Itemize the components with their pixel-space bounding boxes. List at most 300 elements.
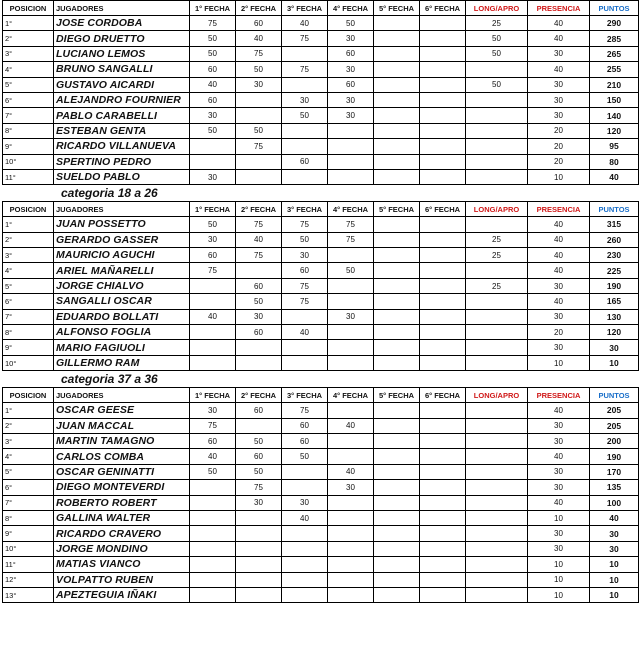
cell-puntos: 140	[590, 108, 639, 123]
header-presencia: PRESENCIA	[528, 202, 590, 217]
cell-fecha-3: 75	[282, 62, 328, 77]
cell-fecha-1: 50	[190, 46, 236, 61]
cell-fecha-3	[282, 340, 328, 355]
cell-fecha-1: 50	[190, 31, 236, 46]
cell-long-apro	[466, 355, 528, 370]
cell-fecha-4: 60	[328, 77, 374, 92]
cell-presencia: 40	[528, 31, 590, 46]
cell-fecha-5	[374, 123, 420, 138]
cell-fecha-5	[374, 340, 420, 355]
cell-fecha-6	[420, 62, 466, 77]
cell-player: OSCAR GENINATTI	[54, 464, 190, 479]
cell-fecha-6	[420, 169, 466, 184]
cell-fecha-1: 75	[190, 16, 236, 31]
cell-fecha-4	[328, 449, 374, 464]
cell-position: 11°	[3, 557, 54, 572]
table-row	[3, 526, 639, 541]
cell-presencia: 40	[528, 294, 590, 309]
cell-fecha-3	[282, 587, 328, 602]
cell-presencia: 30	[528, 108, 590, 123]
cell-fecha-4: 75	[328, 217, 374, 232]
cell-presencia: 40	[528, 232, 590, 247]
cell-fecha-1	[190, 355, 236, 370]
cell-fecha-2: 60	[236, 16, 282, 31]
cell-fecha-2: 50	[236, 294, 282, 309]
cell-presencia: 40	[528, 449, 590, 464]
header-fecha-3: 3° FECHA	[282, 388, 328, 403]
cell-fecha-6	[420, 325, 466, 340]
cell-fecha-5	[374, 587, 420, 602]
cell-long-apro	[466, 557, 528, 572]
cell-fecha-6	[420, 510, 466, 525]
header-position: POSICION	[3, 388, 54, 403]
cell-position: 9°	[3, 526, 54, 541]
cell-fecha-6	[420, 541, 466, 556]
cell-fecha-2: 60	[236, 278, 282, 293]
table-row	[3, 541, 639, 556]
cell-fecha-1	[190, 557, 236, 572]
cell-long-apro	[466, 309, 528, 324]
header-player: JUGADORES	[54, 202, 190, 217]
cell-long-apro	[466, 433, 528, 448]
cell-fecha-5	[374, 495, 420, 510]
cell-fecha-2	[236, 92, 282, 107]
cell-long-apro	[466, 340, 528, 355]
cell-position: 9°	[3, 340, 54, 355]
cell-long-apro	[466, 572, 528, 587]
cell-fecha-1: 60	[190, 248, 236, 263]
cell-fecha-2: 60	[236, 325, 282, 340]
cell-presencia: 30	[528, 340, 590, 355]
cell-player: GALLINA WALTER	[54, 510, 190, 525]
table-row	[3, 263, 639, 278]
table-row	[3, 449, 639, 464]
cell-long-apro	[466, 403, 528, 418]
cell-fecha-3: 50	[282, 449, 328, 464]
cell-fecha-2: 50	[236, 433, 282, 448]
cell-player: PABLO CARABELLI	[54, 108, 190, 123]
cell-long-apro	[466, 263, 528, 278]
table-row	[3, 572, 639, 587]
cell-position: 6°	[3, 92, 54, 107]
cell-fecha-5	[374, 325, 420, 340]
cell-fecha-3	[282, 526, 328, 541]
cell-fecha-1	[190, 340, 236, 355]
header-fecha-3: 3° FECHA	[282, 202, 328, 217]
cell-fecha-3: 60	[282, 154, 328, 169]
cell-player: CARLOS COMBA	[54, 449, 190, 464]
cell-puntos: 290	[590, 16, 639, 31]
header-fecha-4: 4° FECHA	[328, 1, 374, 16]
cell-fecha-1: 50	[190, 464, 236, 479]
cell-fecha-2: 50	[236, 62, 282, 77]
cell-presencia: 40	[528, 248, 590, 263]
cell-player: GILLERMO RAM	[54, 355, 190, 370]
category-title: categoria 18 a 26	[61, 186, 158, 201]
cell-presencia: 30	[528, 464, 590, 479]
cell-fecha-6	[420, 217, 466, 232]
cell-position: 5°	[3, 77, 54, 92]
cell-long-apro	[466, 92, 528, 107]
table-row	[3, 248, 639, 263]
cell-puntos: 190	[590, 449, 639, 464]
cell-player: MARTIN TAMAGNO	[54, 433, 190, 448]
cell-fecha-2: 60	[236, 449, 282, 464]
header-player: JUGADORES	[54, 1, 190, 16]
cell-fecha-5	[374, 557, 420, 572]
cell-fecha-3: 40	[282, 510, 328, 525]
cell-presencia: 40	[528, 62, 590, 77]
cell-fecha-1: 50	[190, 217, 236, 232]
cell-fecha-3	[282, 480, 328, 495]
cell-puntos: 30	[590, 526, 639, 541]
header-fecha-2: 2° FECHA	[236, 388, 282, 403]
cell-fecha-5	[374, 449, 420, 464]
cell-fecha-4	[328, 325, 374, 340]
table-row	[3, 340, 639, 355]
cell-fecha-3	[282, 572, 328, 587]
table-row	[3, 294, 639, 309]
cell-fecha-2: 40	[236, 232, 282, 247]
header-position: POSICION	[3, 202, 54, 217]
cell-fecha-2	[236, 541, 282, 556]
cell-fecha-2: 50	[236, 123, 282, 138]
cell-fecha-4: 30	[328, 31, 374, 46]
cell-fecha-4	[328, 278, 374, 293]
cell-player: RICARDO VILLANUEVA	[54, 139, 190, 154]
cell-puntos: 10	[590, 587, 639, 602]
cell-player: SANGALLI OSCAR	[54, 294, 190, 309]
cell-fecha-2: 60	[236, 403, 282, 418]
cell-fecha-5	[374, 541, 420, 556]
table-row	[3, 278, 639, 293]
cell-player: SPERTINO PEDRO	[54, 154, 190, 169]
table-row	[3, 309, 639, 324]
header-fecha-4: 4° FECHA	[328, 202, 374, 217]
ranking-table	[2, 0, 639, 185]
cell-fecha-4: 30	[328, 480, 374, 495]
cell-position: 1°	[3, 217, 54, 232]
cell-puntos: 225	[590, 263, 639, 278]
cell-position: 9°	[3, 139, 54, 154]
cell-fecha-4: 75	[328, 232, 374, 247]
cell-fecha-3	[282, 77, 328, 92]
header-puntos: PUNTOS	[590, 202, 639, 217]
cell-puntos: 135	[590, 480, 639, 495]
cell-long-apro: 25	[466, 16, 528, 31]
cell-long-apro: 25	[466, 278, 528, 293]
cell-position: 5°	[3, 464, 54, 479]
cell-fecha-2: 75	[236, 248, 282, 263]
cell-position: 12°	[3, 572, 54, 587]
cell-puntos: 95	[590, 139, 639, 154]
cell-fecha-1	[190, 325, 236, 340]
cell-fecha-4: 30	[328, 92, 374, 107]
cell-fecha-5	[374, 526, 420, 541]
cell-fecha-6	[420, 433, 466, 448]
cell-long-apro	[466, 526, 528, 541]
table-row	[3, 355, 639, 370]
cell-fecha-3: 75	[282, 217, 328, 232]
cell-fecha-2	[236, 154, 282, 169]
cell-fecha-2: 30	[236, 309, 282, 324]
cell-fecha-1: 75	[190, 418, 236, 433]
cell-fecha-5	[374, 418, 420, 433]
cell-fecha-6	[420, 495, 466, 510]
cell-fecha-4	[328, 557, 374, 572]
cell-fecha-6	[420, 340, 466, 355]
cell-fecha-2	[236, 510, 282, 525]
cell-fecha-5	[374, 154, 420, 169]
table-row	[3, 92, 639, 107]
cell-fecha-5	[374, 433, 420, 448]
table-row	[3, 495, 639, 510]
cell-presencia: 20	[528, 139, 590, 154]
header-fecha-2: 2° FECHA	[236, 202, 282, 217]
cell-fecha-2	[236, 355, 282, 370]
cell-position: 4°	[3, 449, 54, 464]
header-fecha-6: 6° FECHA	[420, 202, 466, 217]
cell-presencia: 10	[528, 510, 590, 525]
cell-fecha-6	[420, 480, 466, 495]
cell-fecha-3: 40	[282, 325, 328, 340]
table-row	[3, 464, 639, 479]
cell-puntos: 265	[590, 46, 639, 61]
cell-fecha-5	[374, 294, 420, 309]
cell-puntos: 230	[590, 248, 639, 263]
cell-position: 3°	[3, 248, 54, 263]
cell-position: 4°	[3, 62, 54, 77]
cell-puntos: 130	[590, 309, 639, 324]
cell-long-apro	[466, 139, 528, 154]
cell-long-apro	[466, 495, 528, 510]
header-row	[3, 388, 639, 403]
table-row	[3, 433, 639, 448]
cell-player: APEZTEGUIA IÑAKI	[54, 587, 190, 602]
cell-long-apro: 25	[466, 248, 528, 263]
ranking-sheet	[2, 0, 638, 603]
cell-fecha-5	[374, 232, 420, 247]
cell-fecha-4	[328, 495, 374, 510]
cell-fecha-5	[374, 510, 420, 525]
cell-fecha-5	[374, 169, 420, 184]
table-row	[3, 46, 639, 61]
cell-puntos: 120	[590, 123, 639, 138]
cell-position: 2°	[3, 418, 54, 433]
cell-fecha-4	[328, 169, 374, 184]
cell-fecha-1	[190, 278, 236, 293]
cell-fecha-1: 40	[190, 77, 236, 92]
table-row	[3, 62, 639, 77]
cell-fecha-4	[328, 123, 374, 138]
header-fecha-6: 6° FECHA	[420, 388, 466, 403]
table-row	[3, 480, 639, 495]
cell-fecha-6	[420, 232, 466, 247]
cell-presencia: 30	[528, 433, 590, 448]
cell-presencia: 20	[528, 123, 590, 138]
cell-fecha-2: 50	[236, 464, 282, 479]
cell-fecha-1	[190, 154, 236, 169]
cell-presencia: 30	[528, 418, 590, 433]
header-fecha-6: 6° FECHA	[420, 1, 466, 16]
cell-position: 4°	[3, 263, 54, 278]
cell-long-apro	[466, 62, 528, 77]
header-long-apro: LONG/APRO	[466, 388, 528, 403]
cell-fecha-6	[420, 403, 466, 418]
cell-fecha-6	[420, 418, 466, 433]
cell-fecha-2	[236, 572, 282, 587]
cell-player: DIEGO DRUETTO	[54, 31, 190, 46]
cell-position: 2°	[3, 232, 54, 247]
header-row	[3, 1, 639, 16]
cell-fecha-1: 30	[190, 403, 236, 418]
cell-player: MATIAS VIANCO	[54, 557, 190, 572]
cell-fecha-1	[190, 510, 236, 525]
cell-fecha-3: 75	[282, 31, 328, 46]
cell-presencia: 30	[528, 526, 590, 541]
cell-fecha-3: 40	[282, 16, 328, 31]
cell-fecha-1	[190, 480, 236, 495]
cell-fecha-1: 30	[190, 108, 236, 123]
cell-position: 8°	[3, 510, 54, 525]
cell-fecha-6	[420, 263, 466, 278]
cell-fecha-6	[420, 557, 466, 572]
cell-fecha-1: 40	[190, 449, 236, 464]
cell-long-apro: 50	[466, 31, 528, 46]
cell-player: DIEGO MONTEVERDI	[54, 480, 190, 495]
cell-long-apro	[466, 154, 528, 169]
cell-fecha-6	[420, 309, 466, 324]
cell-fecha-3	[282, 309, 328, 324]
cell-puntos: 40	[590, 510, 639, 525]
cell-fecha-5	[374, 355, 420, 370]
cell-fecha-5	[374, 108, 420, 123]
cell-fecha-4	[328, 294, 374, 309]
header-fecha-2: 2° FECHA	[236, 1, 282, 16]
cell-fecha-4: 50	[328, 16, 374, 31]
cell-fecha-2	[236, 263, 282, 278]
cell-fecha-3: 50	[282, 108, 328, 123]
cell-fecha-5	[374, 62, 420, 77]
cell-fecha-2	[236, 418, 282, 433]
cell-presencia: 20	[528, 154, 590, 169]
cell-fecha-4	[328, 248, 374, 263]
table-row	[3, 77, 639, 92]
header-fecha-3: 3° FECHA	[282, 1, 328, 16]
header-position: POSICION	[3, 1, 54, 16]
cell-fecha-3	[282, 46, 328, 61]
table-row	[3, 403, 639, 418]
cell-long-apro	[466, 123, 528, 138]
cell-fecha-2: 75	[236, 139, 282, 154]
cell-fecha-2	[236, 340, 282, 355]
cell-fecha-1: 30	[190, 232, 236, 247]
cell-presencia: 40	[528, 495, 590, 510]
cell-fecha-5	[374, 572, 420, 587]
cell-fecha-3: 50	[282, 232, 328, 247]
cell-position: 8°	[3, 123, 54, 138]
ranking-table	[2, 387, 639, 603]
cell-fecha-5	[374, 31, 420, 46]
cell-fecha-2: 75	[236, 217, 282, 232]
cell-fecha-6	[420, 355, 466, 370]
header-fecha-1: 1° FECHA	[190, 202, 236, 217]
header-player: JUGADORES	[54, 388, 190, 403]
cell-player: JORGE CHIALVO	[54, 278, 190, 293]
cell-fecha-2	[236, 169, 282, 184]
cell-fecha-4	[328, 139, 374, 154]
ranking-table	[2, 201, 639, 371]
cell-position: 11°	[3, 169, 54, 184]
cell-fecha-3: 75	[282, 278, 328, 293]
cell-puntos: 170	[590, 464, 639, 479]
cell-fecha-2	[236, 557, 282, 572]
cell-presencia: 10	[528, 572, 590, 587]
table-row	[3, 139, 639, 154]
cell-fecha-2: 75	[236, 46, 282, 61]
cell-fecha-6	[420, 92, 466, 107]
cell-position: 8°	[3, 325, 54, 340]
cell-fecha-4: 60	[328, 46, 374, 61]
cell-fecha-5	[374, 139, 420, 154]
header-fecha-5: 5° FECHA	[374, 1, 420, 16]
cell-player: GERARDO GASSER	[54, 232, 190, 247]
cell-fecha-5	[374, 263, 420, 278]
cell-position: 3°	[3, 433, 54, 448]
cell-position: 7°	[3, 108, 54, 123]
cell-position: 7°	[3, 309, 54, 324]
cell-puntos: 205	[590, 418, 639, 433]
cell-fecha-3: 60	[282, 263, 328, 278]
cell-fecha-6	[420, 46, 466, 61]
cell-fecha-4	[328, 403, 374, 418]
cell-fecha-6	[420, 464, 466, 479]
cell-position: 10°	[3, 541, 54, 556]
cell-player: JORGE MONDINO	[54, 541, 190, 556]
cell-puntos: 40	[590, 169, 639, 184]
table-row	[3, 418, 639, 433]
cell-fecha-3: 30	[282, 248, 328, 263]
cell-fecha-6	[420, 31, 466, 46]
header-fecha-1: 1° FECHA	[190, 388, 236, 403]
header-puntos: PUNTOS	[590, 388, 639, 403]
cell-presencia: 10	[528, 587, 590, 602]
cell-fecha-6	[420, 16, 466, 31]
cell-player: JUAN POSSETTO	[54, 217, 190, 232]
cell-fecha-4	[328, 154, 374, 169]
cell-fecha-1	[190, 526, 236, 541]
cell-puntos: 120	[590, 325, 639, 340]
cell-puntos: 315	[590, 217, 639, 232]
cell-position: 10°	[3, 154, 54, 169]
cell-fecha-5	[374, 92, 420, 107]
cell-player: MARIO FAGIUOLI	[54, 340, 190, 355]
cell-fecha-6	[420, 123, 466, 138]
cell-puntos: 190	[590, 278, 639, 293]
cell-fecha-2: 75	[236, 480, 282, 495]
cell-position: 1°	[3, 16, 54, 31]
cell-puntos: 80	[590, 154, 639, 169]
cell-player: ARIEL MAÑARELLI	[54, 263, 190, 278]
cell-presencia: 40	[528, 16, 590, 31]
cell-long-apro	[466, 217, 528, 232]
cell-player: LUCIANO LEMOS	[54, 46, 190, 61]
cell-puntos: 210	[590, 77, 639, 92]
cell-fecha-6	[420, 139, 466, 154]
table-row	[3, 232, 639, 247]
cell-fecha-2	[236, 108, 282, 123]
cell-presencia: 30	[528, 480, 590, 495]
